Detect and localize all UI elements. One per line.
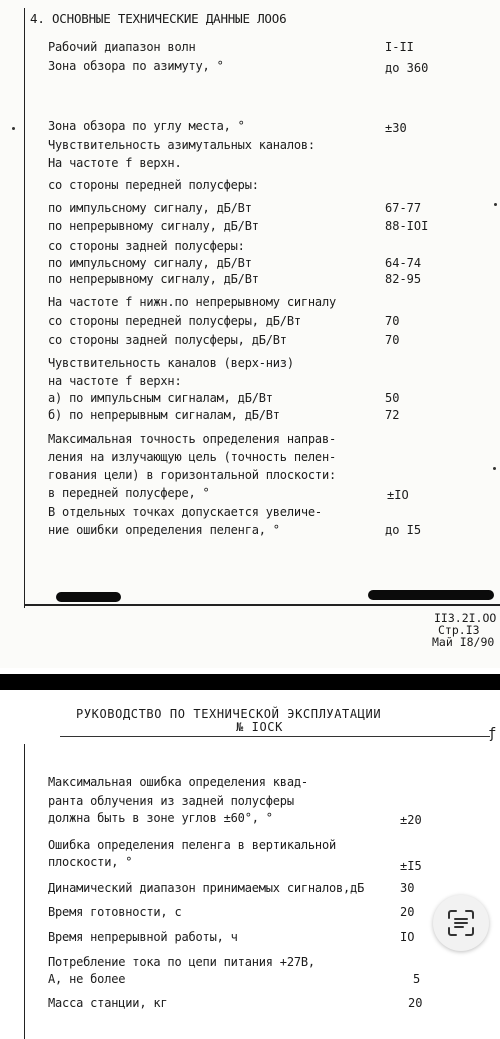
scan-speck — [493, 467, 496, 470]
row-label: Чувствительность каналов (верх-низ) — [48, 356, 294, 370]
row-value: I-II — [385, 40, 414, 54]
row-value: 50 — [385, 391, 400, 405]
row-value: 20 — [408, 996, 423, 1010]
scan-text-button[interactable] — [433, 895, 489, 951]
scan-speck — [494, 203, 497, 206]
row-label: Чувствительность азимутальных каналов: — [48, 138, 315, 152]
manual-title: РУКОВОДСТВО ПО ТЕХНИЧЕСКОЙ ЭКСПЛУАТАЦИИ — [76, 707, 382, 721]
page-stamp-page: Стр.I3 — [438, 623, 480, 637]
row-label: должна быть в зоне углов ±60°, ° — [48, 811, 273, 825]
row-value: 72 — [385, 408, 400, 422]
margin-line — [24, 744, 25, 1039]
row-label: на частоте f верхн: — [48, 374, 182, 388]
row-label: На частоте f верхн. — [48, 156, 182, 170]
row-label: Зона обзора по азимуту, ° — [48, 59, 224, 73]
row-label: Ошибка определения пеленга в вертикальной — [48, 838, 337, 852]
row-label: В отдельных точках допускается увеличе- — [48, 505, 322, 519]
row-value: 82-95 — [385, 272, 422, 286]
page-separator — [0, 674, 500, 690]
scan-speck — [12, 127, 15, 130]
row-value: 5 — [413, 972, 421, 986]
row-label: Максимальная точность определения направ- — [48, 432, 337, 446]
row-label: гования цели) в горизонтальной плоскости: — [48, 468, 337, 482]
row-value: до 360 — [385, 61, 429, 75]
row-label: а) по импульсным сигналам, дБ/Вт — [48, 391, 273, 405]
row-value: 30 — [400, 881, 415, 895]
row-value: 70 — [385, 314, 400, 328]
row-value: 64-74 — [385, 256, 422, 270]
row-label: б) по непрерывным сигналам, дБ/Вт — [48, 408, 280, 422]
row-label: по непрерывному сигналу, дБ/Вт — [48, 219, 259, 233]
section-heading: 4. ОСНОВНЫЕ ТЕХНИЧЕСКИЕ ДАННЫЕ ЛОО6 — [30, 11, 287, 26]
margin-line — [24, 8, 25, 608]
row-label: Время непрерывной работы, ч — [48, 930, 238, 944]
row-value: до I5 — [385, 523, 422, 537]
row-label: На частоте f нижн.по непрерывному сигналу — [48, 295, 337, 309]
page-stamp-date: Май I8/90 — [432, 635, 495, 649]
row-label: Максимальная ошибка определения квад- — [48, 775, 308, 789]
bottom-rule — [24, 604, 500, 606]
row-label: плоскости, ° — [48, 855, 133, 869]
row-label: со стороны передней полусферы, дБ/Вт — [48, 314, 301, 328]
row-value: ±IO — [387, 488, 409, 502]
row-value: ±30 — [385, 121, 407, 135]
row-label: А, не более — [48, 972, 126, 986]
row-value: 67-77 — [385, 201, 422, 215]
row-value: IO — [400, 930, 415, 944]
row-label: в передней полусфере, ° — [48, 486, 210, 500]
row-label: Рабочий диапазон волн — [48, 40, 196, 54]
row-label: по непрерывному сигналу, дБ/Вт — [48, 272, 259, 286]
row-label: Динамический диапазон принимаемых сигналов,дБ — [48, 881, 365, 895]
row-label: по импульсному сигналу, дБ/Вт — [48, 256, 252, 270]
redaction-mark — [56, 592, 121, 602]
row-label: по импульсному сигналу, дБ/Вт — [48, 201, 252, 215]
row-value: 70 — [385, 333, 400, 347]
manual-number: № IOCK — [236, 720, 283, 734]
row-value: ±I5 — [400, 859, 422, 873]
row-label: со стороны задней полусферы, дБ/Вт — [48, 333, 287, 347]
page-stamp-code: II3.2I.OO — [434, 611, 497, 625]
row-label: со стороны задней полусферы: — [48, 239, 245, 253]
row-value: ±20 — [400, 813, 422, 827]
redaction-mark — [368, 590, 494, 600]
scan-text-icon — [446, 908, 476, 938]
header-rule — [60, 736, 490, 737]
row-value: 88-IOI — [385, 219, 429, 233]
pen-mark: ƒ — [488, 726, 497, 742]
row-label: ления на излучающую цель (точность пелен- — [48, 450, 337, 464]
row-label: ние ошибки определения пеленга, ° — [48, 523, 280, 537]
row-label: Зона обзора по углу места, ° — [48, 119, 245, 133]
row-value: 20 — [400, 905, 415, 919]
row-label: Потребление тока по цепи питания +27В, — [48, 955, 315, 969]
row-label: Масса станции, кг — [48, 996, 168, 1010]
row-label: ранта облучения из задней полусферы — [48, 794, 294, 808]
row-label: со стороны передней полусферы: — [48, 178, 259, 192]
row-label: Время готовности, с — [48, 905, 182, 919]
